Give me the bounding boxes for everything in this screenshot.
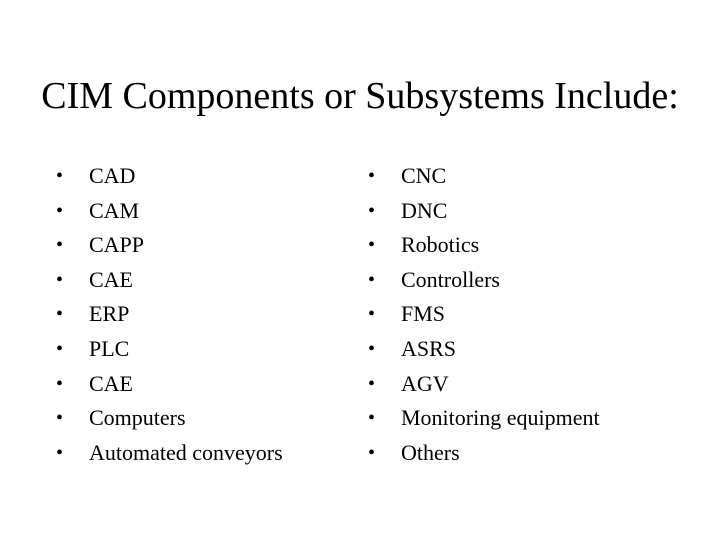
list-item bbox=[56, 436, 346, 471]
bullet-icon: • bbox=[56, 303, 64, 326]
list-item-label: ASRS bbox=[401, 335, 457, 361]
list-item-label: ERP bbox=[89, 301, 130, 327]
list-item bbox=[368, 228, 698, 263]
list-item-label: CNC bbox=[401, 163, 447, 188]
bullet-icon: • bbox=[56, 407, 64, 430]
list-item bbox=[56, 367, 346, 402]
list-item-label: Computers bbox=[89, 405, 186, 431]
list-item-label: Robotics bbox=[401, 232, 480, 258]
list-item-label: CAE bbox=[89, 266, 133, 292]
list-item-label: Automated conveyors bbox=[89, 439, 283, 465]
bullet-icon: • bbox=[368, 165, 376, 187]
list-item-label: Monitoring equipment bbox=[401, 405, 600, 431]
list-item bbox=[56, 401, 346, 436]
list-item-label: FMS bbox=[401, 301, 446, 327]
bullet-icon: • bbox=[368, 199, 376, 222]
list-item-label: CAE bbox=[89, 370, 133, 396]
slide-title: CIM Components or Subsystems Include: bbox=[41, 75, 679, 117]
list-item bbox=[368, 401, 698, 436]
left-bullet-list bbox=[56, 159, 346, 470]
bullet-icon: • bbox=[368, 268, 376, 291]
list-item bbox=[56, 159, 346, 194]
bullet-icon: • bbox=[56, 441, 64, 464]
bullet-icon: • bbox=[56, 165, 64, 187]
list-item bbox=[56, 194, 346, 229]
list-item-label: CAD bbox=[89, 163, 136, 188]
list-item bbox=[368, 297, 698, 332]
list-item bbox=[56, 297, 346, 332]
list-item bbox=[368, 332, 698, 367]
bullet-icon: • bbox=[56, 234, 64, 257]
list-item-label: Controllers bbox=[401, 266, 500, 292]
list-item bbox=[368, 367, 698, 402]
bullet-icon: • bbox=[56, 337, 64, 360]
list-item-label: AGV bbox=[401, 370, 449, 396]
bullet-icon: • bbox=[368, 303, 376, 326]
list-item bbox=[368, 436, 698, 471]
list-item-label: Others bbox=[401, 439, 460, 465]
bullet-icon: • bbox=[368, 407, 376, 430]
bullet-icon: • bbox=[56, 372, 64, 395]
bullet-icon: • bbox=[368, 337, 376, 360]
bullet-icon: • bbox=[56, 268, 64, 291]
list-item-label: PLC bbox=[89, 335, 130, 361]
list-item-label: CAM bbox=[89, 197, 140, 223]
right-bullet-list bbox=[368, 159, 698, 470]
list-item bbox=[368, 263, 698, 298]
bullet-icon: • bbox=[368, 441, 376, 464]
list-item bbox=[56, 332, 346, 367]
list-item bbox=[56, 228, 346, 263]
list-item-label: CAPP bbox=[89, 232, 145, 258]
list-item-label: DNC bbox=[401, 197, 448, 223]
list-item bbox=[368, 159, 698, 194]
bullet-icon: • bbox=[56, 199, 64, 222]
bullet-icon: • bbox=[368, 372, 376, 395]
list-item bbox=[368, 194, 698, 229]
bullet-icon: • bbox=[368, 234, 376, 257]
list-item bbox=[56, 263, 346, 298]
